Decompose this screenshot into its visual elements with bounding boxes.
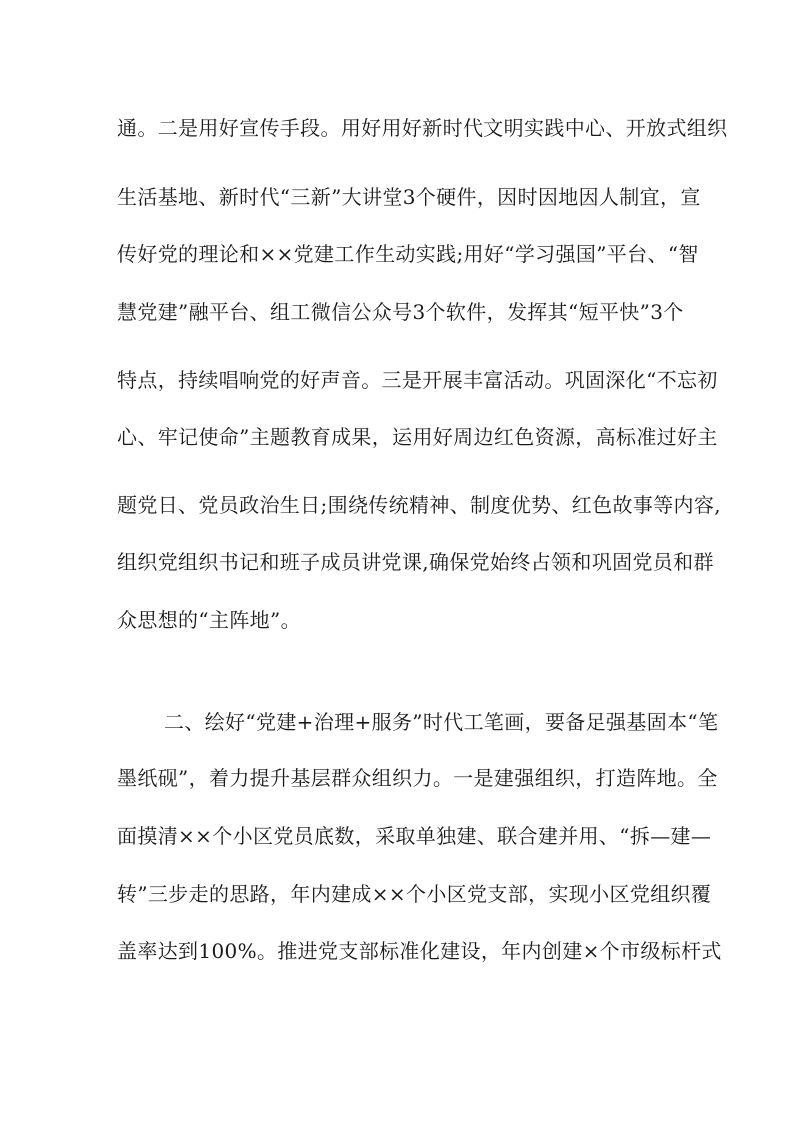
text-line: 心、牢记使命”主题教育成果，运用好周边红色资源，高标准过好主 xyxy=(117,425,718,449)
text-line: 二、绘好“党建+治理+服务”时代工笔画，要备足强基固本“笔 xyxy=(164,710,719,734)
text-line: 盖率达到100%。推进党支部标准化建设，年内创建×个市级标杆式 xyxy=(117,939,722,963)
text-line: 题党日、党员政治生日;围绕传统精神、制度优势、红色故事等内容, xyxy=(117,493,721,517)
text-line: 慧党建”融平台、组工微信公众号3个软件，发挥其“短平快”3个 xyxy=(117,300,684,324)
text-line: 墨纸砚”，着力提升基层群众组织力。一是建强组织，打造阵地。全 xyxy=(117,766,718,790)
text-line: 组织党组织书记和班子成员讲党课,确保党始终占领和巩固党员和群 xyxy=(117,550,714,574)
text-line: 面摸清××个小区党员底数，采取单独建、联合建并用、“拆—建— xyxy=(117,824,712,848)
text-line: 传好党的理论和××党建工作生动实践;用好“学习强国”平台、“智 xyxy=(117,242,699,266)
text-line: 生活基地、新时代“三新”大讲堂3个硬件，因时因地因人制宜，宣 xyxy=(117,185,701,209)
text-line: 转”三步走的思路，年内建成××个小区党支部，实现小区党组织覆 xyxy=(117,882,712,906)
text-line: 众思想的“主阵地”。 xyxy=(117,608,301,632)
text-line: 特点，持续唱响党的好声音。三是开展丰富活动。巩固深化“不忘初 xyxy=(117,368,718,392)
text-line: 通。二是用好宣传手段。用好用好新时代文明实践中心、开放式组织 xyxy=(117,116,728,140)
